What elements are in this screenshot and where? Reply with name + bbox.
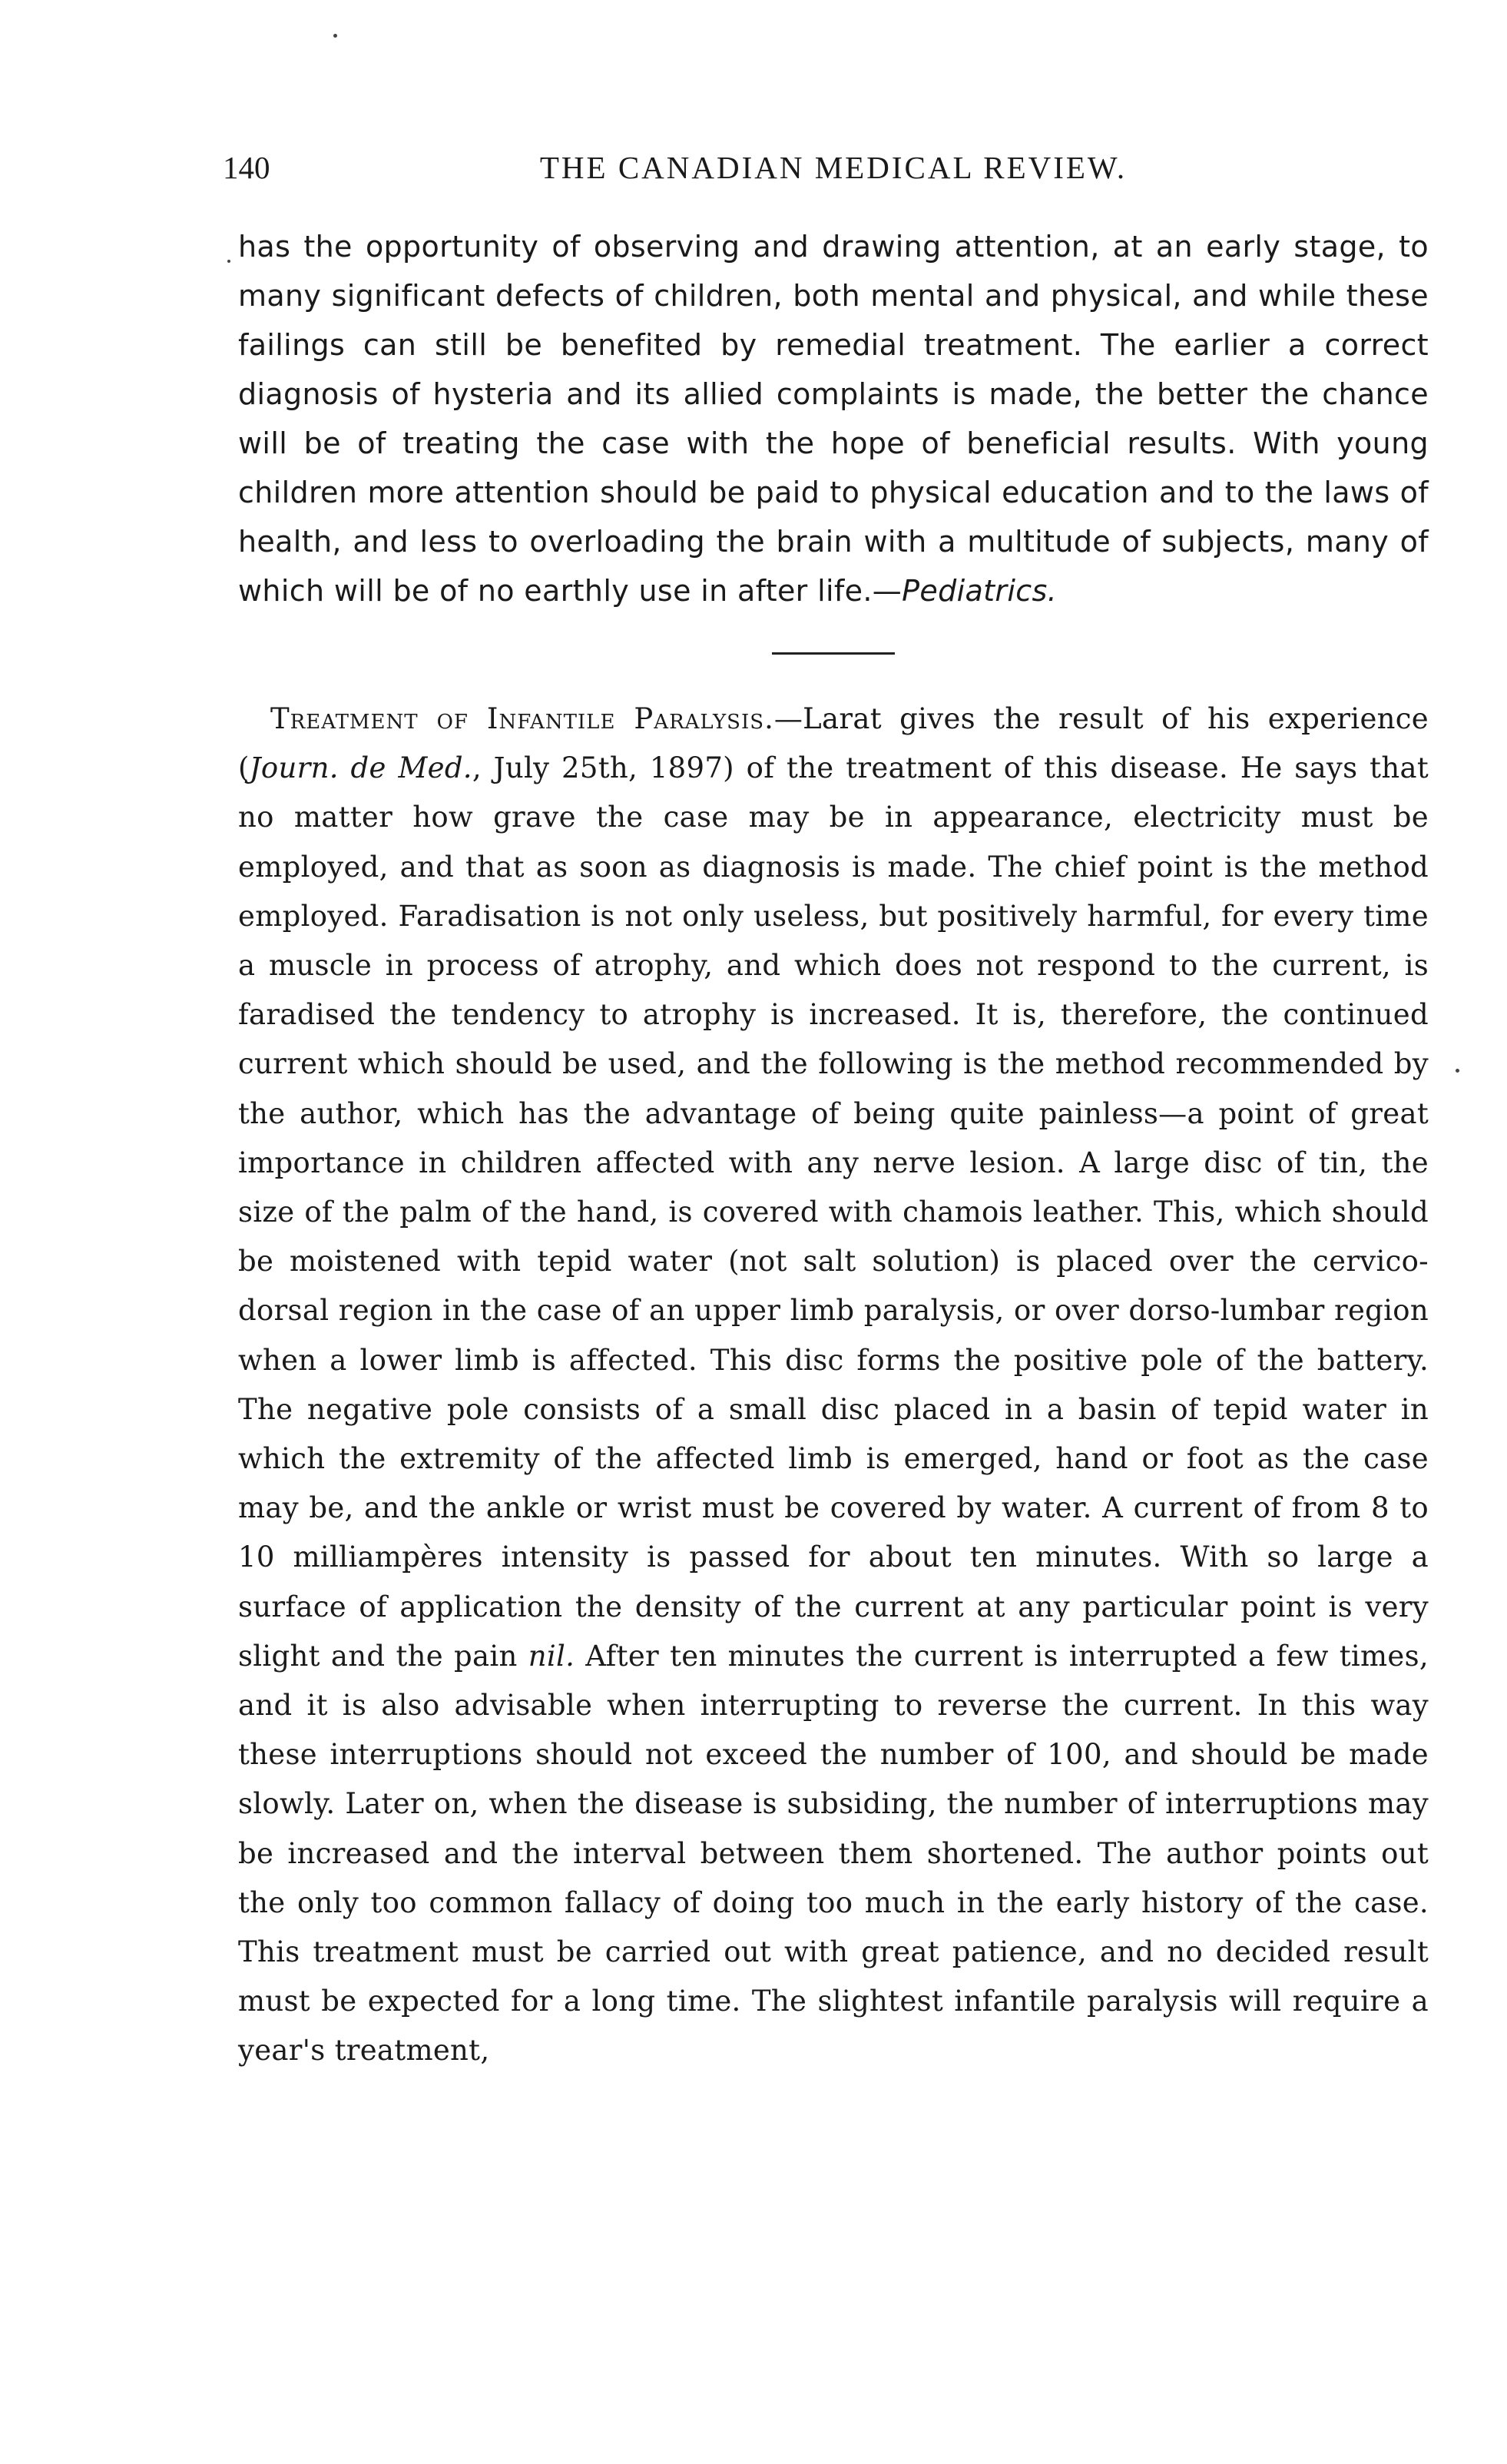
paragraph-intro: —Larat gives the result of his experience (	[238, 702, 1429, 785]
paragraph-text-continued: After ten minutes the current is interrupted a few times, and it is also advisable when interrupting to reverse the current. In this way these interruptions should not exceed the number of 100, and should be made slowly. Later on, when the disease is subsiding, the number of interruptions may be increased and the interval between them shortened. The author points out the only too common fallacy of doing too much in the early history of the case. This treatment must be carried out with great patience, and no decided result must be expected for a long time. The slightest infantile paralysis will require a year's treatment,	[238, 1639, 1429, 2068]
section-heading: Treatment of Infantile Paralysis.	[270, 702, 774, 735]
paragraph-infantile-paralysis	[238, 695, 1429, 2076]
section-divider	[772, 652, 895, 655]
scan-speck	[1456, 1069, 1459, 1073]
scan-speck	[227, 260, 230, 263]
running-header	[223, 144, 1444, 191]
paragraph-text: , July 25th, 1897) of the treatment of this disease. He says that no matter how grave the case may be in appearance, electricity must be employed, and that as soon as diagnosis is made. The chief point is the method employed. Faradisation is not only useless, but positively harmful, for every time a muscle in process of atrophy, and which does not respond to the current, is faradised the tendency to atrophy is increased. It is, therefore, the continued current which should be used, and the following is the method recommended by the author, which has the advantage of being quite painless—a point of great importance in children affected with any nerve lesion. A large disc of tin, the size of the palm of the hand, is covered with chamois leather. This, which should be moistened with tepid water (not salt solution) is placed over the cervico-dorsal region in the case of an upper limb paralysis, or over dorso-lumbar region when a lower limb is affected. This disc forms the positive pole of the battery. The negative pole consists of a small disc placed in a basin of tepid water in which the extremity of the affected limb is emerged, hand or foot as the case may be, and the ankle or wrist must be covered by water. A current of from 8 to 10 milliampères intensity is passed for about ten minutes. With so large a surface of application the density of the current at any particular point is very slight and the pain	[238, 751, 1429, 1673]
paragraph-text: has the opportunity of observing and drawing attention, at an early stage, to many significant defects of children, both mental and physical, and while these failings can still be benefited by remedial treatment. The earlier a correct diagnosis of hysteria and its allied complaints is made, the better the chance will be of treating the case with the hope of beneficial results. With young children more attention should be paid to physical education and to the laws of health, and less to overloading the brain with a multitude of subjects, many of which will be of no earthly use in after life.—	[238, 230, 1429, 608]
journal-name: Journ. de Med.	[249, 751, 472, 785]
page-number: 140	[223, 150, 270, 185]
scan-speck	[333, 34, 337, 38]
running-title: THE CANADIAN MEDICAL REVIEW.	[539, 150, 1128, 185]
paragraph-pediatrics	[238, 222, 1429, 615]
source-citation: Pediatrics.	[902, 574, 1058, 608]
article-body	[238, 222, 1429, 2076]
italic-word: nil.	[528, 1639, 575, 1673]
